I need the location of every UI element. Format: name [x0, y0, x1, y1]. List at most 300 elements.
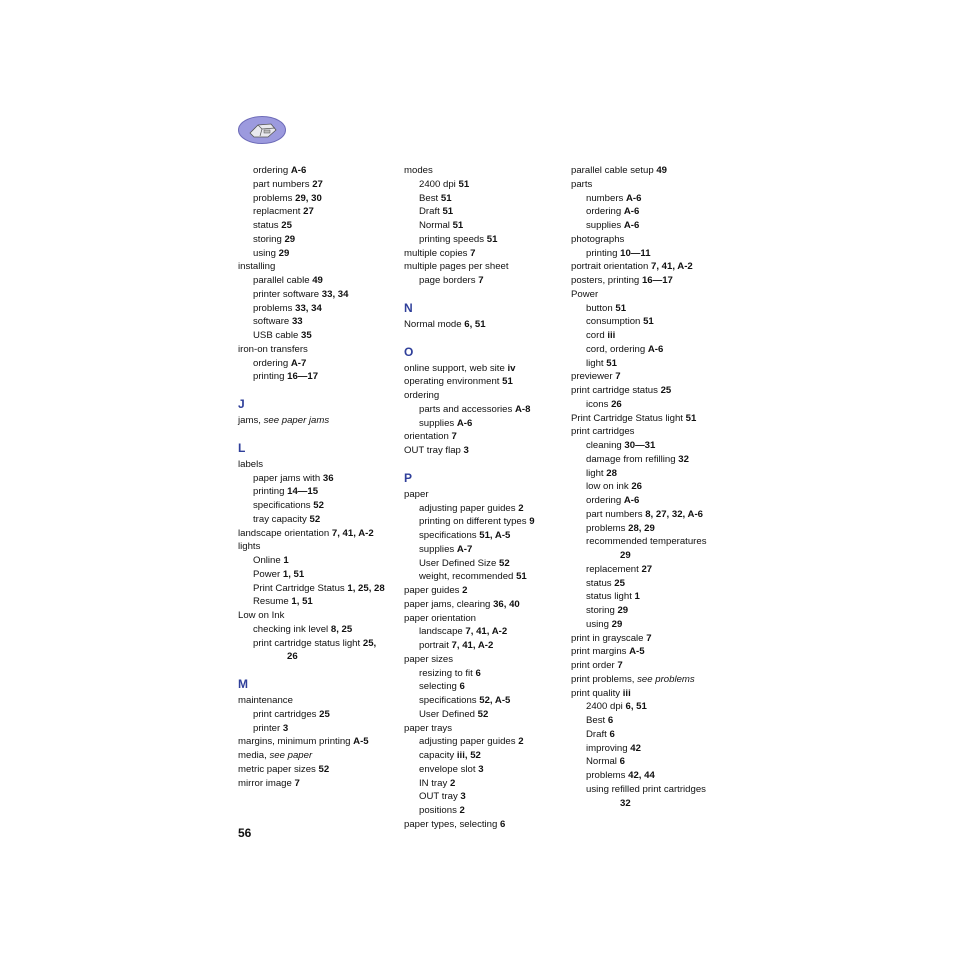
entry-label: landscape orientation — [238, 527, 330, 539]
entry-pages: A-6 — [456, 417, 473, 429]
entry-label: installing — [238, 261, 276, 273]
index-entry — [238, 357, 388, 371]
entry-label: ordering — [253, 357, 289, 369]
entry-pages: 33 — [291, 316, 303, 328]
index-entry — [571, 783, 731, 797]
index-entry — [571, 302, 731, 316]
index-entry — [571, 714, 731, 728]
entry-pages: 33, 34 — [321, 288, 349, 300]
entry-label: paper jams with — [253, 472, 321, 484]
index-entry — [571, 315, 731, 329]
index-entry — [404, 570, 564, 584]
index-entry — [404, 233, 564, 247]
entry-pages: 51 — [458, 178, 470, 190]
entry-pages: 1, 25, 28 — [347, 582, 385, 594]
index-entry — [238, 329, 388, 343]
entry-pages: 52 — [313, 500, 324, 511]
entry-pages: 7 — [451, 431, 457, 443]
index-entry — [404, 735, 564, 749]
index-entry — [404, 219, 564, 233]
entry-label: multiple pages per sheet — [404, 261, 509, 273]
index-entry — [571, 370, 731, 384]
entry-label: landscape — [419, 626, 463, 638]
entry-see-reference: see problems — [637, 673, 695, 685]
entry-label: mirror image — [238, 777, 292, 789]
entry-pages: 7 — [646, 632, 652, 644]
index-entry — [238, 568, 388, 582]
index-entry — [571, 329, 731, 343]
entry-pages: 52 — [477, 708, 489, 720]
entry-pages: 51 — [516, 571, 527, 583]
entry-pages: 51 — [502, 376, 513, 388]
entry-pages: 7, 41, A-2 — [465, 626, 508, 638]
index-entry — [571, 549, 731, 563]
entry-pages: 28, 29 — [628, 522, 655, 534]
entry-label: printing speeds — [419, 233, 485, 245]
entry-pages: 2 — [462, 585, 468, 596]
entry-pages: 52, A-5 — [479, 695, 511, 706]
index-entry — [238, 178, 388, 192]
entry-pages: 51 — [452, 220, 464, 231]
entry-pages: 51 — [442, 206, 454, 218]
index-entry — [238, 499, 388, 513]
index-entry — [404, 804, 564, 818]
index-entry — [571, 219, 731, 233]
entry-label: cleaning — [586, 440, 622, 451]
entry-pages: 6, 51 — [464, 318, 486, 330]
entry-label: media, — [238, 750, 267, 761]
entry-pages: 7 — [294, 777, 300, 789]
index-entry — [571, 164, 731, 178]
entry-pages: 1, 51 — [282, 568, 305, 580]
entry-pages: 36 — [322, 472, 334, 484]
entry-label: storing — [586, 605, 615, 616]
entry-see-reference: see paper jams — [263, 415, 330, 426]
index-entry — [404, 584, 564, 598]
entry-label: User Defined — [419, 708, 475, 720]
entry-pages: 28 — [606, 467, 617, 479]
entry-label: weight, recommended — [419, 571, 514, 583]
index-entry — [404, 260, 564, 274]
entry-pages: 25 — [319, 708, 330, 720]
entry-pages: 2 — [449, 777, 456, 789]
entry-label: Power — [571, 288, 599, 300]
entry-see-reference: see paper — [269, 750, 313, 761]
index-entry — [404, 543, 564, 557]
entry-label: software — [253, 316, 290, 328]
index-entry — [571, 480, 731, 494]
index-entry — [571, 645, 731, 659]
entry-pages: 42 — [630, 742, 641, 754]
index-entry — [238, 164, 388, 178]
entry-label: print cartridges — [571, 426, 635, 438]
index-entry — [571, 494, 731, 508]
index-entry — [571, 755, 731, 769]
index-entry — [404, 318, 564, 332]
entry-label: printing — [253, 486, 285, 498]
entry-pages: 36, 40 — [493, 598, 520, 610]
index-entry — [238, 233, 388, 247]
index-entry — [404, 205, 564, 219]
section-letter: N — [404, 300, 413, 315]
entry-pages: A-7 — [290, 357, 307, 369]
entry-label: specifications — [419, 695, 477, 706]
entry-label: 2400 dpi — [586, 701, 623, 713]
entry-label: light — [586, 467, 604, 479]
index-entry — [404, 247, 564, 261]
entry-pages: 27 — [312, 178, 323, 190]
entry-pages: A-7 — [456, 543, 473, 555]
index-entry — [238, 192, 388, 206]
index-entry — [404, 639, 564, 653]
entry-label: maintenance — [238, 695, 293, 706]
entry-label: iron-on transfers — [238, 343, 308, 355]
entry-label: paper types, selecting — [404, 818, 498, 830]
entry-pages: 51 — [615, 302, 627, 314]
index-entry — [571, 343, 731, 357]
entry-pages: A-6 — [626, 192, 642, 204]
entry-label: checking ink level — [253, 623, 329, 635]
index-entry — [571, 577, 731, 591]
entry-pages: 6 — [475, 667, 481, 679]
section-letter: J — [238, 397, 245, 411]
index-entry — [404, 818, 564, 832]
index-entry — [404, 790, 564, 804]
entry-label: parallel cable — [253, 275, 310, 286]
index-entry — [404, 749, 564, 763]
entry-label: Resume — [253, 596, 289, 608]
index-entry — [404, 164, 564, 178]
entry-pages: 10—11 — [620, 247, 651, 259]
index-entry — [571, 508, 731, 522]
entry-label: improving — [586, 742, 628, 754]
entry-label: consumption — [586, 316, 641, 328]
entry-pages: A-6 — [623, 495, 640, 506]
page-number: 56 — [238, 826, 252, 840]
index-entry — [404, 777, 564, 791]
entry-label: Draft — [419, 206, 440, 218]
entry-pages: 6 — [619, 756, 625, 768]
index-entry — [571, 178, 731, 192]
entry-label: paper guides — [404, 585, 460, 596]
entry-pages: 2 — [459, 805, 465, 816]
index-entry — [404, 722, 564, 736]
entry-label: problems — [253, 302, 293, 314]
entry-pages: 52 — [499, 557, 510, 569]
entry-label: problems — [253, 192, 293, 204]
index-entry — [571, 274, 731, 288]
entry-pages: 51 — [606, 357, 617, 369]
entry-pages: A-8 — [515, 403, 531, 415]
entry-label: labels — [238, 458, 264, 470]
index-entry — [571, 728, 731, 742]
entry-pages: 6 — [459, 681, 465, 693]
index-entry — [404, 389, 564, 403]
index-entry — [238, 554, 388, 568]
entry-pages: 29 — [617, 605, 629, 616]
index-entry — [404, 403, 564, 417]
index-entry — [404, 598, 564, 612]
entry-label: Print Cartridge Status light — [571, 412, 683, 424]
index-entry — [238, 708, 388, 722]
index-column-3 — [571, 164, 731, 810]
entry-pages: 26 — [611, 398, 622, 410]
entry-label: storing — [253, 233, 282, 245]
entry-label: modes — [404, 165, 433, 176]
index-entry — [571, 700, 731, 714]
entry-label: using — [586, 618, 609, 630]
entry-label: Normal — [419, 220, 450, 231]
entry-label: photographs — [571, 233, 625, 245]
entry-label: printing — [586, 247, 618, 259]
index-entry — [404, 694, 564, 708]
index-entry — [238, 247, 388, 261]
entry-pages: 6 — [500, 818, 506, 830]
entry-label: multiple copies — [404, 247, 468, 259]
entry-label: Power — [253, 568, 281, 580]
entry-label: capacity — [419, 750, 455, 761]
index-entry — [571, 412, 731, 426]
entry-label: print problems, — [571, 673, 635, 685]
entry-label: OUT tray — [419, 791, 458, 803]
entry-pages: 26 — [631, 481, 643, 493]
entry-label: replacement — [586, 563, 639, 575]
entry-pages: 6 — [609, 728, 615, 740]
entry-label: recommended temperatures — [586, 536, 707, 548]
index-entry — [571, 384, 731, 398]
entry-pages: 9 — [529, 516, 535, 528]
entry-label: parallel cable setup — [571, 165, 654, 176]
entry-pages: A-5 — [629, 646, 645, 658]
entry-pages: A-6 — [647, 343, 664, 355]
index-entry — [238, 763, 388, 777]
index-entry — [571, 205, 731, 219]
entry-pages: 7, 41, A-2 — [651, 261, 693, 273]
index-entry — [571, 425, 731, 439]
entry-label: Print Cartridge Status — [253, 582, 345, 594]
index-entry — [238, 582, 388, 596]
entry-label: IN tray — [419, 777, 448, 789]
entry-pages: iii — [607, 330, 616, 341]
entry-label: printing — [253, 371, 285, 383]
entry-label: orientation — [404, 431, 449, 443]
entry-pages: 7 — [615, 371, 621, 383]
index-entry — [571, 247, 731, 261]
entry-label: previewer — [571, 371, 613, 383]
index-entry — [571, 439, 731, 453]
entry-label: Low on Ink — [238, 610, 285, 621]
index-entry — [571, 563, 731, 577]
entry-pages: 8, 27, 32, A-6 — [645, 508, 703, 520]
index-entry — [404, 430, 564, 444]
entry-pages: 25, — [362, 637, 377, 649]
entry-pages: 29 — [620, 550, 631, 561]
index-entry — [238, 458, 388, 472]
index-entry — [238, 370, 388, 384]
index-entry — [571, 233, 731, 247]
entry-pages: 29 — [284, 233, 296, 245]
entry-pages: 16—17 — [641, 275, 673, 286]
entry-label: problems — [586, 770, 626, 781]
entry-label: status — [253, 220, 279, 231]
index-entry — [571, 618, 731, 632]
entry-label: paper sizes — [404, 653, 454, 665]
index-entry — [571, 535, 731, 549]
entry-pages: 51 — [685, 412, 697, 424]
entry-pages: 16—17 — [287, 371, 319, 383]
index-entry — [404, 515, 564, 529]
entry-pages: 1 — [283, 555, 289, 566]
index-entry — [571, 522, 731, 536]
section-letter: P — [404, 470, 413, 485]
entry-pages: 29 — [278, 247, 290, 259]
entry-pages: A-6 — [623, 206, 640, 218]
entry-label: low on ink — [586, 481, 629, 493]
entry-pages: 3 — [282, 722, 289, 734]
section-letter: L — [238, 440, 246, 455]
entry-label: operating environment — [404, 376, 500, 388]
entry-pages: 29 — [611, 618, 623, 630]
index-entry — [238, 623, 388, 637]
index-entry — [404, 708, 564, 722]
entry-label: Online — [253, 555, 281, 566]
entry-pages: 3 — [463, 445, 469, 456]
index-entry — [404, 625, 564, 639]
index-entry — [238, 288, 388, 302]
index-entry — [238, 749, 388, 763]
entry-pages: 52 — [318, 763, 330, 775]
entry-pages: 7 — [478, 275, 484, 286]
entry-pages: A-6 — [623, 220, 640, 231]
entry-label: cord, ordering — [586, 343, 646, 355]
index-entry — [404, 444, 564, 458]
entry-label: part numbers — [253, 178, 310, 190]
entry-label: lights — [238, 541, 261, 553]
index-entry — [571, 260, 731, 274]
index-entry — [404, 488, 564, 502]
index-entry — [571, 673, 731, 687]
entry-label: print margins — [571, 646, 627, 658]
entry-pages: iii — [622, 687, 631, 699]
entry-label: print in grayscale — [571, 632, 644, 644]
entry-pages: 6 — [607, 715, 614, 726]
index-entry — [404, 375, 564, 389]
index-entry — [238, 302, 388, 316]
entry-label: Best — [586, 715, 606, 726]
index-entry — [571, 632, 731, 646]
entry-label: supplies — [419, 417, 455, 429]
entry-label: replacment — [253, 206, 301, 218]
entry-label: paper jams, clearing — [404, 598, 491, 610]
entry-pages: 51, A-5 — [479, 530, 511, 541]
entry-label: numbers — [586, 192, 624, 204]
index-entry — [238, 777, 388, 791]
entry-label: damage from refilling — [586, 453, 676, 465]
entry-label: OUT tray flap — [404, 445, 461, 456]
index-entry — [571, 288, 731, 302]
index-entry — [238, 527, 388, 541]
index-entry — [238, 260, 388, 274]
entry-label: print quality — [571, 687, 621, 699]
entry-label: resizing to fit — [419, 667, 473, 679]
entry-pages: 49 — [312, 275, 323, 286]
index-entry — [238, 540, 388, 554]
entry-label: posters, printing — [571, 275, 640, 286]
entry-pages: 32 — [620, 797, 631, 809]
entry-label: envelope slot — [419, 763, 476, 775]
entry-pages: 27 — [303, 206, 314, 218]
entry-label: printer software — [253, 288, 320, 300]
entry-label: paper — [404, 488, 429, 500]
entry-label: Best — [419, 192, 439, 204]
entry-pages: 6, 51 — [625, 701, 647, 713]
entry-label: icons — [586, 398, 609, 410]
index-entry — [238, 315, 388, 329]
index-entry — [571, 604, 731, 618]
entry-label: supplies — [586, 220, 622, 231]
index-entry — [238, 472, 388, 486]
entry-label: metric paper sizes — [238, 763, 316, 775]
entry-pages: 51 — [643, 316, 654, 328]
entry-pages: 33, 34 — [295, 302, 322, 314]
entry-label: button — [586, 302, 613, 314]
index-entry — [238, 343, 388, 357]
entry-label: using refilled print cartridges — [586, 783, 706, 795]
index-entry — [404, 178, 564, 192]
entry-label: jams, — [238, 415, 261, 426]
entry-pages: iii, 52 — [456, 750, 481, 761]
entry-pages: 51 — [486, 233, 498, 245]
entry-pages: A-6 — [290, 165, 307, 176]
entry-pages: 25 — [614, 577, 625, 589]
index-entry — [404, 274, 564, 288]
entry-pages: 7, 41, A-2 — [331, 527, 374, 539]
entry-label: online support, web site — [404, 362, 505, 374]
index-entry — [404, 680, 564, 694]
entry-label: portrait — [419, 640, 449, 651]
index-column-1 — [238, 164, 388, 790]
entry-pages: 25 — [660, 385, 672, 396]
entry-pages: 14—15 — [287, 486, 319, 498]
index-entry — [238, 735, 388, 749]
entry-label: parts and accessories — [419, 403, 513, 415]
entry-label: USB cable — [253, 330, 299, 341]
entry-pages: 49 — [656, 165, 668, 176]
index-entry — [571, 769, 731, 783]
index-entry — [238, 485, 388, 499]
index-entry — [571, 742, 731, 756]
entry-label: Normal mode — [404, 318, 462, 330]
entry-pages: 3 — [460, 791, 466, 803]
entry-pages: 42, 44 — [628, 770, 655, 781]
entry-pages: 27 — [641, 563, 653, 575]
entry-pages: 51 — [440, 192, 452, 204]
entry-pages: 3 — [478, 763, 484, 775]
index-entry — [404, 612, 564, 626]
index-entry — [404, 362, 564, 376]
entry-pages: 7 — [470, 247, 476, 259]
entry-label: adjusting paper guides — [419, 736, 516, 748]
index-entry — [404, 667, 564, 681]
entry-label: paper orientation — [404, 612, 477, 624]
entry-pages: 32 — [678, 453, 689, 465]
index-entry — [238, 219, 388, 233]
index-entry — [404, 763, 564, 777]
entry-label: print order — [571, 660, 615, 671]
index-entry — [571, 357, 731, 371]
entry-label: 2400 dpi — [419, 178, 456, 190]
entry-label: ordering — [586, 495, 622, 506]
